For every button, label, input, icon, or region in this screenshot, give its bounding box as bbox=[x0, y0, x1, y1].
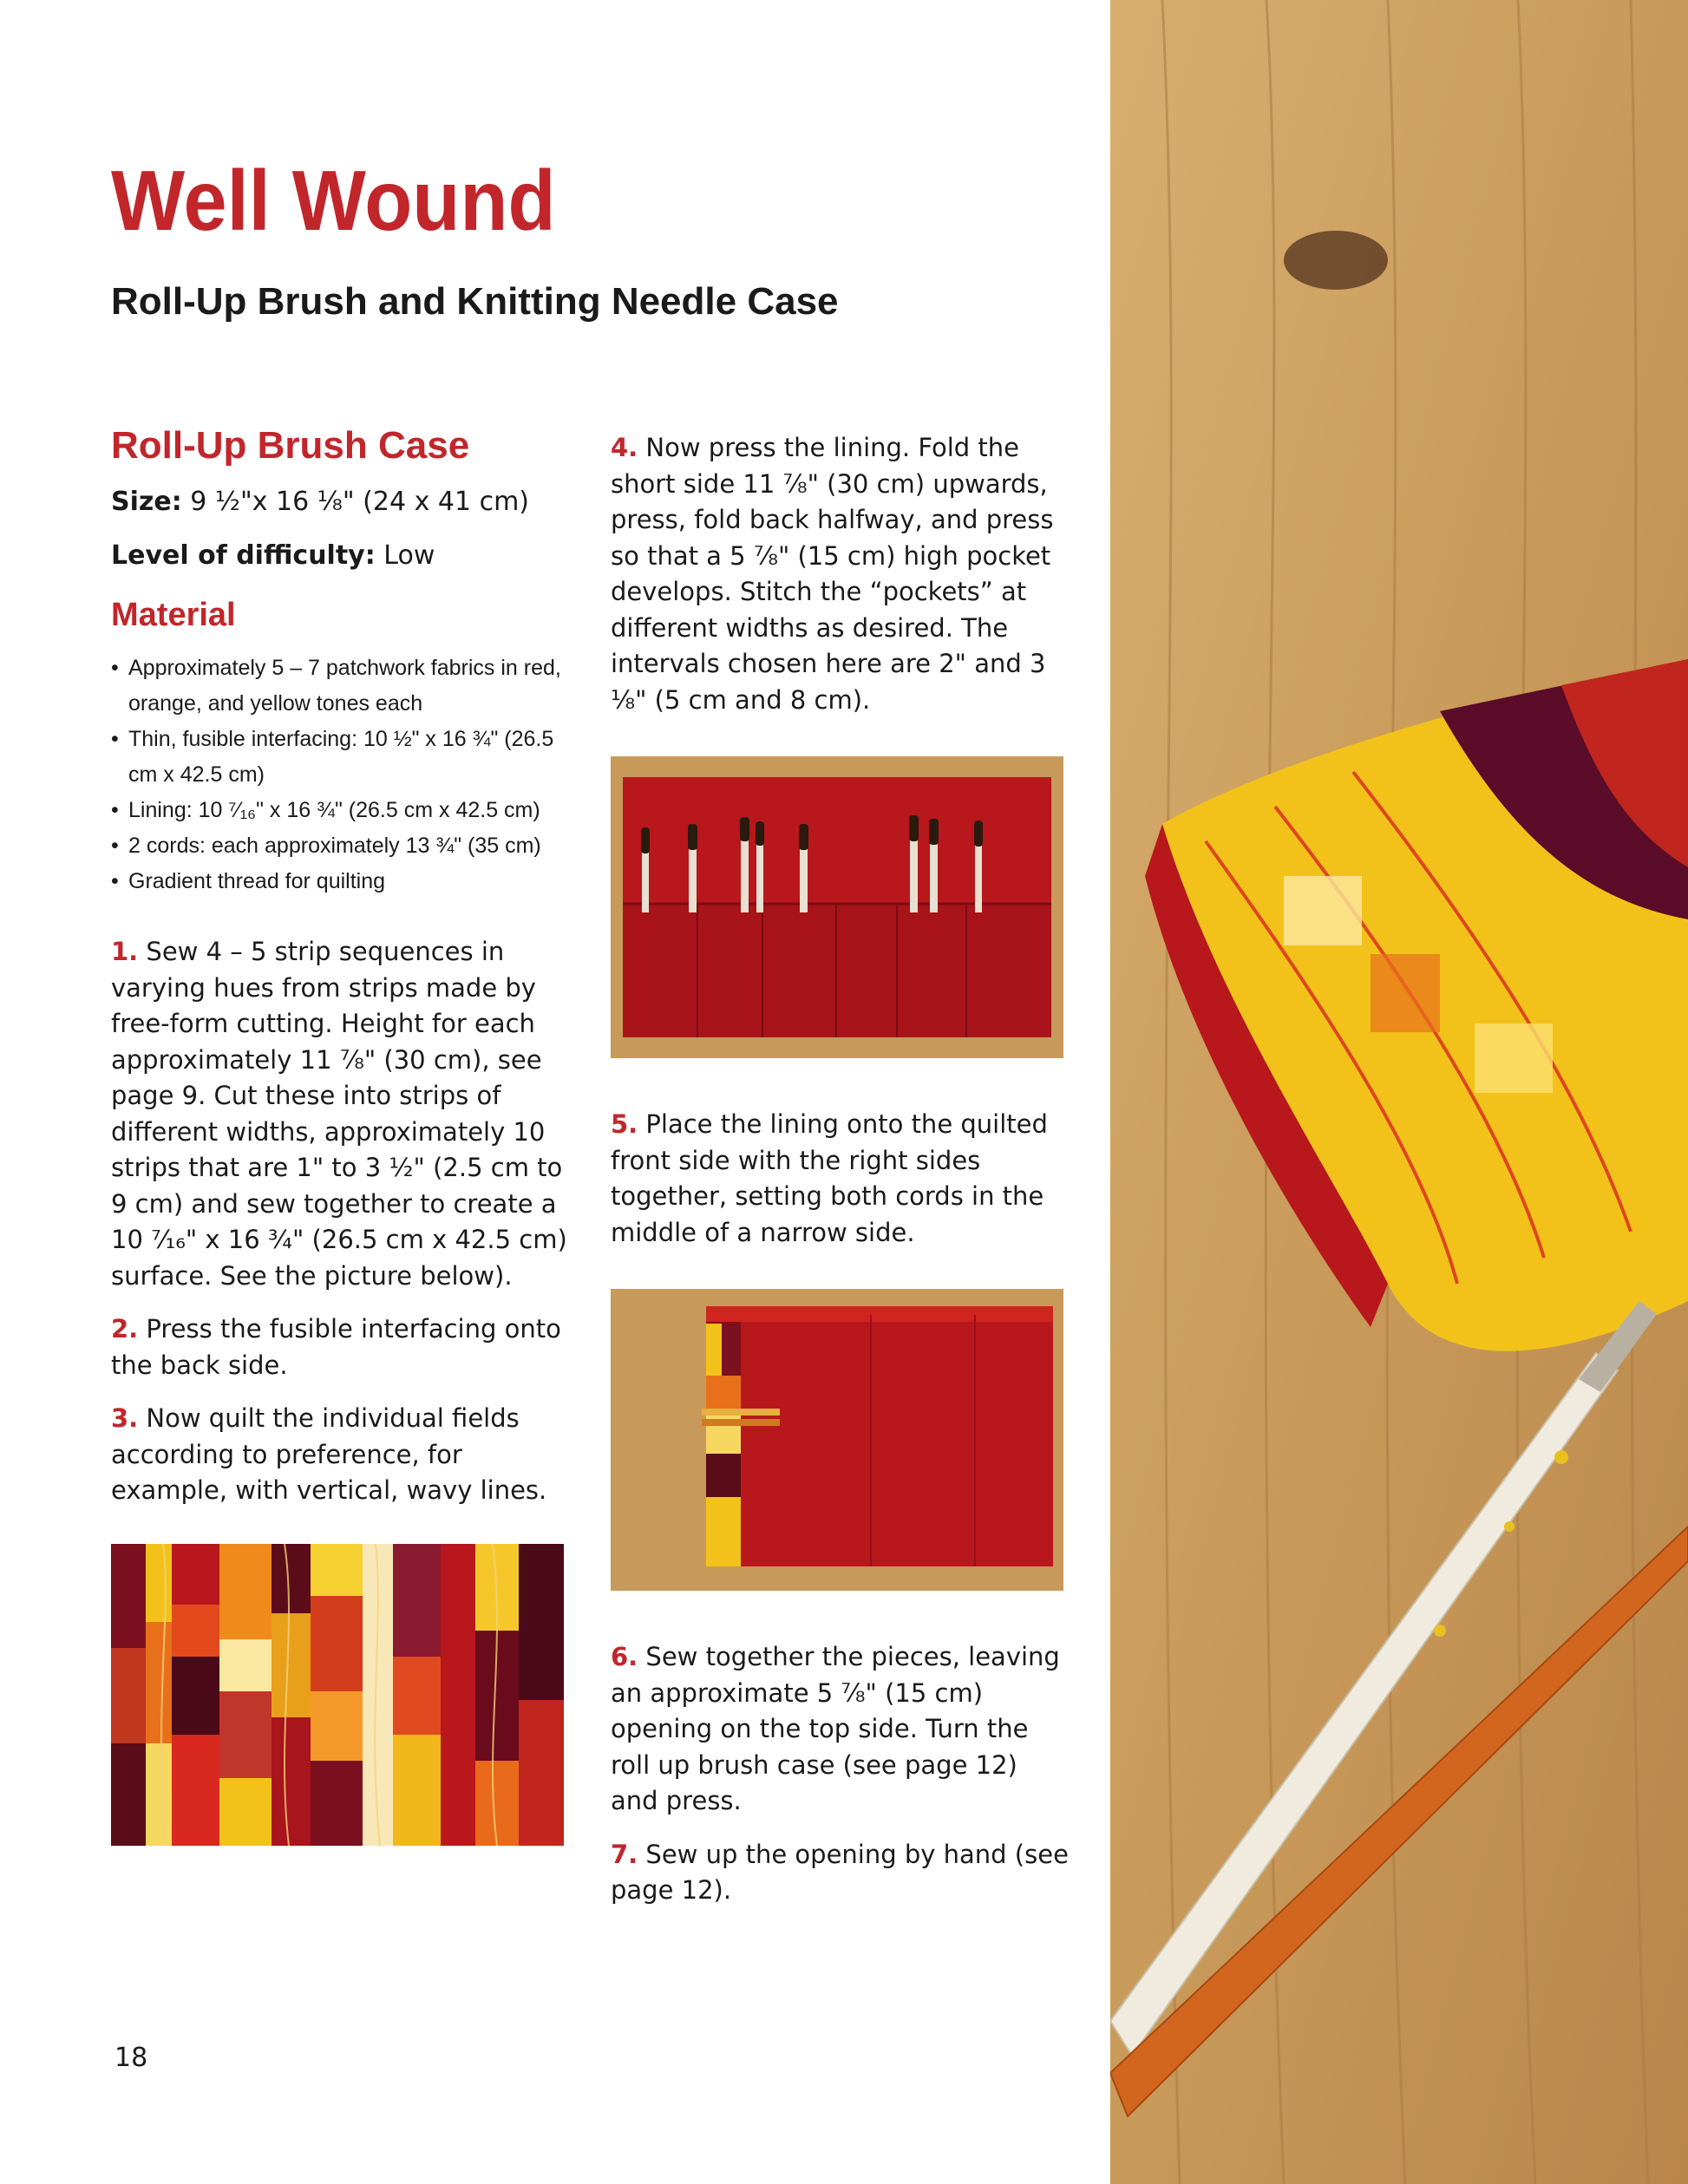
step-text: Sew up the opening by hand (see page 12). bbox=[611, 1839, 1069, 1905]
lining-photo bbox=[611, 756, 1063, 1058]
step-1 bbox=[111, 934, 571, 1294]
difficulty-label: Level of difficulty: bbox=[111, 539, 376, 571]
assembly-illustration bbox=[611, 1289, 1063, 1591]
size-value: 9 ½"x 16 ⅛" (24 x 41 cm) bbox=[190, 486, 529, 517]
patchwork-photo bbox=[111, 1544, 564, 1846]
material-item: • Gradient thread for quilting bbox=[111, 864, 571, 899]
step-number: 2. bbox=[111, 1314, 139, 1344]
material-item: • 2 cords: each approximately 13 ¾" (35 cm) bbox=[111, 828, 571, 864]
hero-photo bbox=[1110, 0, 1688, 2184]
wood-knot bbox=[1284, 231, 1388, 290]
step-number: 4. bbox=[611, 433, 638, 462]
step-text: Now press the lining. Fold the short side 11 ⅞" (30 cm) upwards, press, fold back halfway, and press so that a 5 ⅞" (15 cm) high pocket develops. Stitch the “pockets” at different widths as desired. The intervals chosen here are 2" and 3 ⅛" (5 cm and 8 cm). bbox=[611, 433, 1054, 715]
step-2 bbox=[111, 1311, 571, 1383]
step-text: Press the fusible interfacing onto the back side. bbox=[111, 1314, 561, 1380]
page-subtitle: Roll-Up Brush and Knitting Needle Case bbox=[111, 280, 839, 323]
step-number: 5. bbox=[611, 1109, 638, 1139]
lining-illustration bbox=[611, 756, 1063, 1058]
material-item: • Lining: 10 ⁷⁄₁₆" x 16 ¾" (26.5 cm x 42.5 cm) bbox=[111, 793, 571, 828]
material-title: Material bbox=[111, 596, 236, 633]
step-text: Place the lining onto the quilted front side with the right sides together, setting both cords in the middle of a narrow side. bbox=[611, 1109, 1048, 1247]
step-5 bbox=[611, 1107, 1070, 1251]
step-4 bbox=[611, 430, 1070, 718]
material-item: • Approximately 5 – 7 patchwork fabrics in red, orange, and yellow tones each bbox=[111, 651, 571, 722]
section-title: Roll-Up Brush Case bbox=[111, 424, 470, 467]
step-number: 1. bbox=[111, 937, 139, 967]
step-number: 3. bbox=[111, 1403, 139, 1434]
difficulty-spec bbox=[111, 535, 571, 577]
step-text: Now quilt the individual fields according to preference, for example, with vertical, wavy lines. bbox=[111, 1403, 547, 1506]
hero-illustration bbox=[1110, 0, 1688, 2184]
assembly-photo bbox=[611, 1289, 1063, 1591]
size-spec bbox=[111, 481, 571, 523]
material-item: • Thin, fusible interfacing: 10 ½" x 16 ¾" (26.5 cm x 42.5 cm) bbox=[111, 722, 571, 793]
step-number: 7. bbox=[611, 1839, 638, 1869]
page-number: 18 bbox=[114, 2043, 148, 2073]
material-list bbox=[111, 651, 571, 899]
step-6 bbox=[611, 1639, 1070, 1820]
step-7 bbox=[611, 1837, 1070, 1909]
difficulty-value: Low bbox=[383, 539, 435, 571]
page-title: Well Wound bbox=[111, 153, 556, 248]
middle-column bbox=[611, 430, 1070, 1926]
step-number: 6. bbox=[611, 1642, 638, 1671]
size-label: Size: bbox=[111, 486, 182, 517]
step-text: Sew 4 – 5 strip sequences in varying hues from strips made by free-form cutting. Height for each approximately 11 ⅞" (30 cm), see page 9. Cut these into strips of different widths, approximately 10 strips that are 1" to 3 ½" (2.5 cm to 9 cm) and sew together to create a 10 ⁷⁄₁₆" x 16 ¾" (26.5 cm x 42.5 cm) surface. See the picture below). bbox=[111, 937, 567, 1291]
step-3 bbox=[111, 1401, 571, 1509]
patchwork-illustration bbox=[111, 1544, 564, 1846]
step-text: Sew together the pieces, leaving an approximate 5 ⅞" (15 cm) opening on the top side. Turn the roll up brush case (see page 12) and press. bbox=[611, 1642, 1060, 1815]
left-column bbox=[111, 423, 571, 1894]
